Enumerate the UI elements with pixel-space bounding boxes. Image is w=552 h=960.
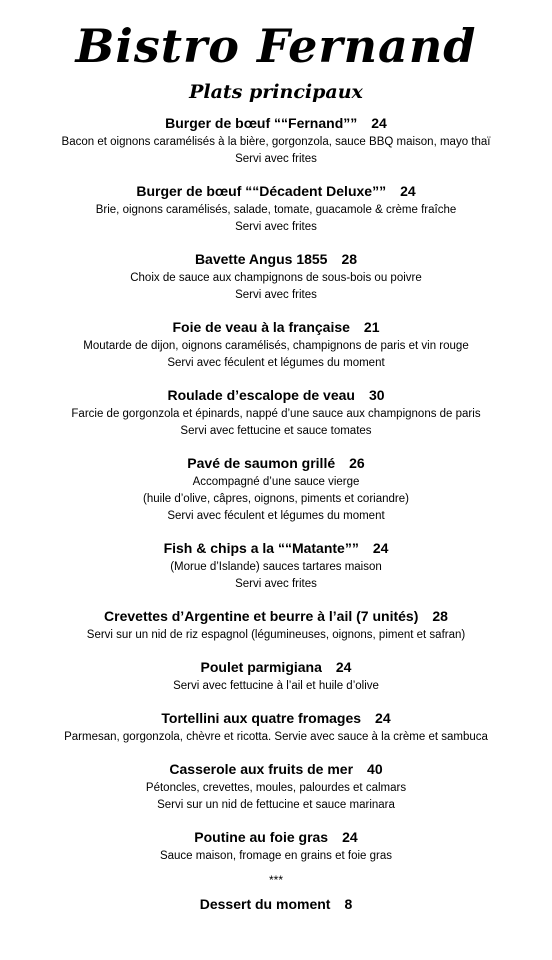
item-description: Servi avec frites (235, 289, 317, 301)
item-name: Fish & chips a la ““Matante”” (163, 540, 359, 556)
menu-item (0, 539, 552, 593)
item-description: Parmesan, gorgonzola, chèvre et ricotta. Servie avec sauce à la crème et sambuca (64, 731, 488, 743)
item-description: Servi avec féculent et légumes du moment (167, 510, 385, 522)
item-header (0, 539, 552, 557)
menu-items (0, 114, 552, 913)
item-description: Servi avec fettucine à l’ail et huile d’olive (173, 680, 379, 692)
separator: *** (268, 873, 283, 887)
item-name: Tortellini aux quatre fromages (161, 710, 362, 726)
item-description: Servi avec frites (235, 578, 317, 590)
item-description: Servi avec féculent et légumes du moment (167, 357, 385, 369)
item-description: Choix de sauce aux champignons de sous-bois ou poivre (130, 272, 422, 284)
item-header (0, 454, 552, 472)
menu-item (0, 454, 552, 525)
item-price: 28 (432, 608, 448, 624)
item-description: Farcie de gorgonzola et épinards, nappé d’une sauce aux champignons de paris (71, 408, 481, 420)
item-name: Burger de bœuf ““Décadent Deluxe”” (136, 183, 387, 199)
item-header (0, 760, 552, 778)
item-name: Burger de bœuf ““Fernand”” (165, 115, 358, 131)
menu-item (0, 114, 552, 168)
item-price: 8 (344, 896, 353, 912)
item-header (0, 318, 552, 336)
item-description: Servi avec fettucine et sauce tomates (180, 425, 372, 437)
item-price: 24 (375, 710, 391, 726)
restaurant-title: Bistro Fernand (75, 19, 477, 73)
menu-item (0, 250, 552, 304)
item-description: Pétoncles, crevettes, moules, palourdes et calmars (145, 782, 407, 794)
item-price: 40 (367, 761, 383, 777)
item-header (0, 658, 552, 676)
item-description: Accompagné d’une sauce vierge (192, 476, 360, 488)
item-price: 24 (371, 115, 387, 131)
item-header (0, 182, 552, 200)
item-name: Casserole aux fruits de mer (169, 761, 354, 777)
menu-item (0, 709, 552, 746)
item-description: Moutarde de dijon, oignons caramélisés, champignons de paris et vin rouge (83, 340, 469, 352)
item-description: Servi avec frites (235, 153, 317, 165)
item-name: Pavé de saumon grillé (187, 455, 336, 471)
item-description: Servi avec frites (235, 221, 317, 233)
item-price: 24 (335, 659, 352, 675)
dessert-item (0, 895, 552, 913)
item-header (0, 114, 552, 132)
menu-item (0, 318, 552, 372)
item-header (0, 250, 552, 268)
item-description: Brie, oignons caramélisés, salade, tomate, guacamole & crème fraîche (95, 204, 457, 216)
section-title: Plats principaux (189, 81, 363, 103)
item-header (0, 386, 552, 404)
item-description: (huile d’olive, câpres, oignons, piments et coriandre) (143, 493, 409, 505)
item-name: Crevettes d’Argentine et beurre à l’ail (7 unités) (104, 608, 419, 624)
item-name: Foie de veau à la française (172, 319, 350, 335)
menu-item (0, 182, 552, 236)
menu-item (0, 386, 552, 440)
item-description: Servi sur un nid de riz espagnol (légumineuses, oignons, piment et safran) (86, 629, 466, 641)
item-header (0, 895, 552, 913)
item-price: 24 (400, 183, 416, 199)
item-price: 24 (372, 540, 389, 556)
item-name: Dessert du moment (199, 896, 331, 912)
item-price: 24 (342, 829, 358, 845)
item-description: Bacon et oignons caramélisés à la bière, gorgonzola, sauce BBQ maison, mayo thaï (61, 136, 491, 148)
item-header (0, 709, 552, 727)
menu-item (0, 658, 552, 695)
item-price: 28 (341, 251, 358, 267)
item-header (0, 607, 552, 625)
item-name: Bavette Angus 1855 (194, 251, 328, 267)
item-name: Poutine au foie gras (194, 829, 329, 845)
item-description: Servi sur un nid de fettucine et sauce marinara (157, 799, 395, 811)
item-description: Sauce maison, fromage en grains et foie gras (159, 850, 393, 862)
item-header (0, 828, 552, 846)
menu-item (0, 828, 552, 865)
item-price: 21 (363, 319, 380, 335)
menu-item (0, 607, 552, 644)
item-description: (Morue d’Islande) sauces tartares maison (170, 561, 382, 573)
item-price: 30 (368, 387, 385, 403)
item-name: Roulade d’escalope de veau (167, 387, 355, 403)
menu-item (0, 760, 552, 814)
item-price: 26 (349, 455, 365, 471)
item-name: Poulet parmigiana (200, 659, 322, 675)
